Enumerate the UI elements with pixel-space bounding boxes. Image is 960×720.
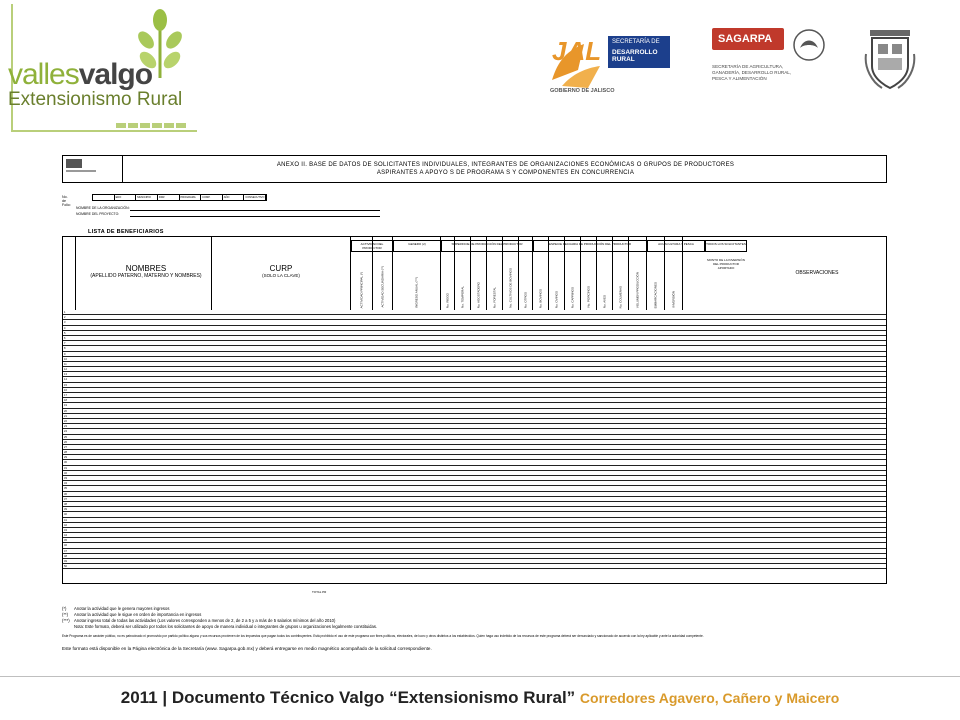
row-number: 29 (64, 456, 67, 460)
row-number: 47 (64, 549, 67, 553)
row-number: 4 (64, 326, 66, 330)
valles-valgo-logo (8, 4, 194, 132)
jal-desarrollo: DESARROLLO RURAL (612, 49, 658, 63)
row-number: 7 (64, 342, 66, 346)
note-text: Anotar la actividad que le sigue en orden de importancia en ingresos (74, 612, 202, 617)
page-footer (0, 688, 960, 708)
curp-head-text: CURP (269, 264, 293, 273)
legal-note: Este Programa es de carácter público, no es patrocinado ni promovido por partido político alguno y sus recursos provienen de los impuestos que pagan todos los contribuyentes. Está prohibido el uso de este programa con fines políticos, electorales, de lucro y otros distintos a los establecidos. Quien haga uso indebido de los recursos de este programa deberá ser denunciado y sancionado de acuerdo con la ley aplicable y ante la autoridad competente. (62, 634, 704, 638)
row-number: 6 (64, 336, 66, 340)
folio-cell (93, 195, 115, 200)
row-number: 33 (64, 477, 67, 480)
row-number: 11 (64, 362, 67, 366)
column-header-label: No. TEMPORAL (459, 286, 464, 308)
row-number: 15 (64, 383, 67, 387)
column-header-label: EMBARCACIONES (652, 281, 657, 308)
note-key (62, 624, 74, 630)
jal-gobierno: GOBIERNO DE JALISCO (550, 88, 615, 94)
row-number: 20 (64, 409, 67, 413)
row-number: 22 (64, 419, 67, 423)
row-number: 19 (64, 404, 67, 408)
row-number: 50 (64, 565, 67, 569)
row-number: 28 (64, 451, 67, 455)
form-title (123, 161, 888, 177)
row-number: 12 (64, 368, 67, 372)
form-title-line2: ASPIRANTES A APOYO S DE PROGRAMA S Y COMPONENTES EN CONCURRENCIA (376, 170, 635, 176)
names-sub-text: (APELLIDO PATERNO, MATERNO Y NOMBRES) (90, 273, 202, 279)
row-number: 41 (64, 518, 67, 522)
table-rows (63, 310, 886, 569)
column-header-label: No. CULTIVOS DE BOVINOS (507, 268, 512, 308)
jalisco-logo (548, 30, 672, 106)
row-number: 46 (64, 544, 67, 548)
sagarpa-name: SAGARPA (718, 33, 773, 45)
column-header-label: INGRESO ANUAL (***) (413, 277, 418, 308)
beneficiaries-table (62, 236, 887, 584)
curp-header (213, 264, 349, 278)
row-number: 44 (64, 534, 67, 538)
column-group-header: SUPERFICIE DE PRODUCCIÓN DEL PRODUCTOR (441, 240, 533, 252)
column-group-header: ESPECIE PECUARIA DE PRODUCCIÓN DEL PRODUCTOR (533, 240, 647, 252)
university-crest-logo (864, 24, 916, 94)
sagarpa-logo (712, 28, 830, 98)
column-header-label: ACTIVIDAD SECUNDARIA (**) (379, 266, 384, 308)
column-header-label: No. BOVINOS (537, 288, 542, 308)
row-number: 45 (64, 539, 67, 543)
eagle-icon (792, 28, 826, 62)
row-number: 32 (64, 471, 67, 475)
note-text: Anotar la actividad que le genera mayores ingresos (74, 606, 170, 611)
row-number: 14 (64, 378, 67, 382)
row-number: 42 (64, 523, 67, 527)
anexo-form (62, 155, 887, 602)
row-number: 48 (64, 554, 67, 558)
folio-cells (92, 194, 267, 201)
row-number: 25 (64, 435, 67, 439)
total-label: TOTAL PR (312, 590, 327, 594)
form-title-line1: ANEXO II. BASE DE DATOS DE SOLICITANTES INDIVIDUALES, INTEGRANTES DE ORGANIZACIONES ECONÓMICAS O GRUPOS DE PRODUCTORES (276, 162, 735, 168)
column-header-label: VOLUMEN PRODUCCIÓN (634, 271, 639, 308)
form-logo (63, 156, 123, 183)
folio-label: No. de Folio: (62, 195, 71, 207)
logo-bars (116, 115, 188, 133)
row-number: 3 (64, 321, 66, 325)
row-number: 26 (64, 440, 67, 444)
logo-wordmark: vallesvalgo (8, 58, 153, 91)
footer-accent: Corredores Agavero, Cañero y Maicero (579, 690, 840, 706)
column-header-label: No. AGOSTADERO (475, 281, 480, 308)
project-line (76, 212, 396, 216)
column-group-header: ACUACULTURA Y PESCA (647, 240, 705, 252)
folio-cell: COMP. (201, 195, 223, 200)
row-number: 34 (64, 482, 67, 486)
form-notes (62, 606, 892, 652)
row-number: 49 (64, 560, 67, 563)
logo-subtitle: Extensionismo Rural (8, 89, 183, 110)
sagarpa-desc: SECRETARÍA DE AGRICULTURA, GANADERÍA, DESARROLLO RURAL, PESCA Y ALIMENTACIÓN (712, 64, 792, 81)
column-header-label: No. FORESTAL (491, 286, 496, 308)
row-number: 31 (64, 466, 67, 470)
organization-line (76, 206, 396, 210)
availability-note: Este formato está disponible en la Página electrónica de la Secretaría (www. Sagarpa.gob.mx) y deberá entregarse en medio magnético acompañado de la solicitud correspondiente. (62, 646, 432, 651)
footer-text: 2011 | Documento Técnico Valgo “Extensionismo Rural” (120, 688, 576, 707)
names-head-text: NOMBRES (125, 264, 167, 273)
row-number: 5 (64, 331, 66, 335)
jal-secretaria: SECRETARÍA DE (612, 39, 660, 45)
column-group-header: GENERO (2) (393, 240, 441, 252)
row-number: 30 (64, 461, 67, 465)
row-number: 37 (64, 497, 67, 501)
note-text: Anotar ingreso total de todas las actividades (Los valores corresponden a menos de 2, de 2 a 5 y a más de 5 salarios mínimos del año 2010) (74, 618, 336, 623)
folio-cell: DDR (158, 195, 180, 200)
row-number: 35 (64, 487, 67, 491)
curp-sub-text: (SOLO LA CLAVE) (262, 273, 300, 278)
row-number: 18 (64, 399, 67, 403)
row-number: 27 (64, 445, 67, 449)
names-header (83, 264, 209, 279)
row-number: 43 (64, 528, 67, 532)
project-label: NOMBRE DEL PROYECTO: (76, 212, 120, 216)
table-row (63, 564, 886, 569)
column-header-label: No. CAPRINOS (569, 286, 574, 308)
folio-cell: EDO (115, 195, 137, 200)
column-header-label: No. RIEGO (444, 292, 449, 308)
column-header-label: No. OVINOS (553, 290, 558, 308)
beneficiaries-title: LISTA DE BENEFICIARIOS (88, 229, 164, 235)
note-key: (***) (62, 618, 70, 623)
row-number: 10 (64, 357, 67, 361)
folio-cell: MUNICIPIO (136, 195, 158, 200)
notes-list (62, 606, 892, 630)
row-number: 38 (64, 502, 67, 506)
column-header-label: No. OTROS (522, 291, 527, 308)
footer-divider (0, 676, 960, 677)
column-group-header: TODOS LOS SOLICITANTES (705, 240, 747, 252)
folio-cell: PROGRAMA (180, 195, 202, 200)
column-header-label: No. PORCINOS (585, 286, 590, 308)
form-header (62, 155, 887, 183)
row-number: 17 (64, 394, 67, 397)
folio-cell: CONSECUTIVO (245, 196, 265, 199)
investment-header: MONTO DE LA INVERSIÓN DEL PRODUCTOR APORTADO (707, 258, 745, 270)
column-header-label: No. COLMENAS (617, 285, 622, 308)
note-item (62, 624, 892, 630)
row-number: 2 (64, 316, 66, 320)
note-key: (**) (62, 612, 69, 617)
row-number: 40 (64, 513, 67, 517)
column-header-label: No. AVES (601, 294, 606, 308)
column-group-header: ACTIVIDAD DEL PRODUCTOR (351, 240, 393, 252)
row-number: 8 (64, 347, 66, 351)
organization-label: NOMBRE DE LA ORGANIZACIÓN: (76, 206, 130, 210)
folio-cell: AÑO (223, 195, 245, 200)
col-number (63, 237, 76, 310)
note-key: (*) (62, 606, 67, 611)
row-number: 39 (64, 508, 67, 512)
column-header-label: ACTIVIDAD PRINCIPAL (*) (358, 271, 363, 308)
row-number: 24 (64, 430, 67, 434)
row-number: 16 (64, 388, 67, 392)
jal-text: JAL (552, 36, 602, 66)
row-number: 36 (64, 492, 67, 496)
row-number: 23 (64, 425, 67, 429)
row-number: 1 (64, 311, 66, 314)
observations-header: OBSERVACIONES (795, 270, 839, 276)
row-number: 21 (64, 414, 67, 418)
note-text: Nota: Este formato, deberá ser utilizado por todos los solicitantes de apoyo de manera individual o integrantes de grupos u organizaciones legalmente constituidas. (74, 624, 378, 629)
row-number: 9 (64, 352, 66, 356)
row-number: 13 (64, 373, 67, 377)
column-header-label: INVERSIÓN (670, 291, 675, 308)
